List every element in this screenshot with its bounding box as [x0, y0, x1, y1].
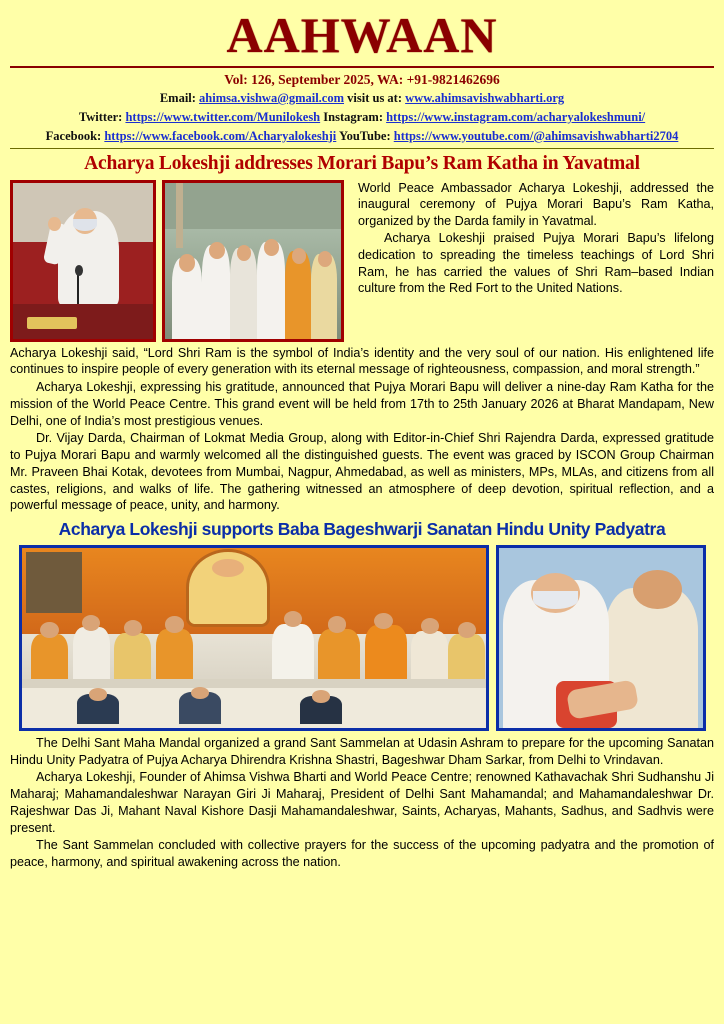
story-2-para-2: Acharya Lokeshji, Founder of Ahimsa Vishwa Bharti and World Peace Centre; renowned Kathavachak Shri Sudhanshu Ji Maharaj; Mahamandaleshwar Narayan Giri Ji Maharaj, President of Delhi Sant Mahamandal; and Mahamandaleshwar Dr. Rajeshwar Das Ji, Mahant Naval Kishore Dasji Mahamandaleshwar, Saints, Acharyas, Mahants, Sadhus, and Sadhvis were present.: [10, 770, 714, 835]
story-1-body: [10, 345, 714, 514]
story-2-photos: [10, 545, 714, 731]
story-1-para-2: Acharya Lokeshji praised Pujya Morari Bapu’s lifelong dedication to spreading the timeless teachings of Lord Shri Ram, he has carried the values of Shri Ram–based Indian culture from the Red Fort to the United Nations.: [358, 231, 714, 296]
page-bottom-spacer: [10, 871, 714, 875]
facebook-label: Facebook:: [45, 128, 102, 143]
sant-sammelan-group-photo: [19, 545, 489, 731]
story-1-photos: [10, 180, 350, 342]
visit-label: visit us at:: [347, 91, 403, 105]
email-label: Email:: [159, 91, 196, 105]
masthead-divider: [10, 66, 714, 68]
story-2-body: [10, 735, 714, 871]
twitter-label: Twitter:: [78, 109, 123, 124]
social-line-2: [10, 128, 714, 145]
social-line-1: [10, 109, 714, 126]
masthead: [10, 7, 714, 149]
story-1-para-1: World Peace Ambassador Acharya Lokeshji, addressed the inaugural ceremony of Pujya Morari Bapu’s Ram Katha, organized by the Darda family in Yavatmal.: [358, 180, 714, 228]
story-1-para-4: Acharya Lokeshji, expressing his gratitude, announced that Pujya Morari Bapu will deliver a nine-day Ram Katha for the mission of the World Peace Centre. This grand event will be held from 17th to 25th January 2026 at Bharat Mandapam, New Delhi, one of India’s most prestigious venues.: [10, 380, 714, 428]
story-2-para-1: The Delhi Sant Maha Mandal organized a grand Sant Sammelan at Udasin Ashram to prepare for the upcoming Sanatan Hindu Unity Padyatra of Pujya Acharya Dhirendra Krishna Shastri, Bageshwar Dham Sarkar, from Delhi to Vrindavan.: [10, 735, 714, 767]
story-1-top-block: [10, 180, 714, 342]
youtube-label: YouTube:: [338, 128, 391, 143]
email-line: [10, 90, 714, 107]
story-1-para-3: Acharya Lokeshji said, “Lord Shri Ram is the symbol of India’s identity and the very soul of our nation. His enlightened life continues to inspire people of every generation with its eternal message of righteousness, compassion, and moral strength.”: [10, 345, 714, 377]
publication-title: AAHWAAN: [226, 7, 498, 63]
story-1-column-text: [358, 180, 714, 297]
instagram-label: Instagram:: [323, 109, 383, 124]
story-1-para-5: Dr. Vijay Darda, Chairman of Lokmat Media Group, along with Editor-in-Chief Shri Rajendra Darda, expressed gratitude to Pujya Morari Bapu and warmly welcomed all the distinguished guests. The event was graced by ISCON Group Chairman Mr. Praveen Bhai Kotak, devotees from Mumbai, Nagpur, Ahmedabad, as well as ministers, MPs, MLAs, and citizens from all castes, religions, and walks of life. The gathering witnessed an atmosphere of deep devotion, spiritual reflection, and a powerful message of peace, unity, and harmony.: [10, 431, 714, 513]
email-link[interactable]: ahimsa.vishwa@gmail.com: [199, 91, 345, 105]
website-link[interactable]: www.ahimsavishwabharti.org: [405, 91, 565, 105]
story-2-headline: Acharya Lokeshji supports Baba Bageshwarji Sanatan Hindu Unity Padyatra: [58, 518, 666, 539]
instagram-link[interactable]: https://www.instagram.com/acharyalokeshmuni/: [386, 109, 646, 124]
facebook-link[interactable]: https://www.facebook.com/Acharyalokeshji: [104, 128, 337, 143]
twitter-link[interactable]: https://www.twitter.com/Munilokesh: [125, 109, 321, 124]
masthead-bottom-divider: [10, 148, 714, 149]
story-2-para-3: The Sant Sammelan concluded with collective prayers for the success of the upcoming padyatra and the promotion of peace, harmony, and spiritual awakening across the nation.: [10, 838, 714, 870]
acharya-lokeshji-with-baba-bageshwar-photo: [496, 545, 706, 731]
volume-line: Vol: 126, September 2025, WA: +91-9821462696: [224, 72, 500, 87]
story-1-headline: Acharya Lokeshji addresses Morari Bapu’s Ram Katha in Yavatmal: [84, 152, 640, 174]
youtube-link[interactable]: https://www.youtube.com/@ahimsavishwabharti2704: [393, 128, 679, 143]
group-of-dignitaries-photo: [162, 180, 344, 342]
acharya-lokeshji-at-podium-photo: [10, 180, 156, 342]
